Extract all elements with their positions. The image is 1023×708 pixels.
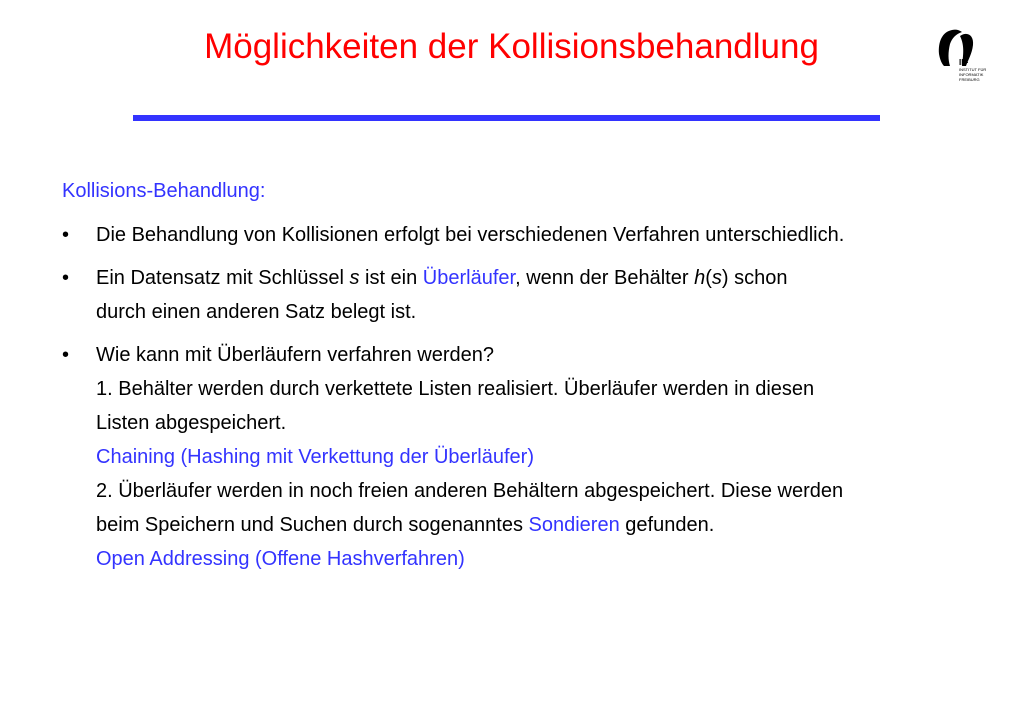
section-heading: Kollisions-Behandlung: <box>62 180 266 202</box>
slide-body <box>62 174 1002 585</box>
slide-title: Möglichkeiten der Kollisionsbehandlung <box>204 27 819 66</box>
option-2-text: gefunden. <box>619 514 715 536</box>
logo-abbrev: IIF <box>959 58 969 67</box>
variable-s: s <box>349 267 360 289</box>
bullet-2-line-1 <box>96 261 1002 295</box>
variable-s: s <box>711 267 722 289</box>
bullet-item-2 <box>62 261 1002 329</box>
option-1-line-1: 1. Behälter werden durch verkettete Listen realisiert. Überläufer werden in diesen <box>96 378 815 400</box>
bullet-2-line-2: durch einen anderen Satz belegt ist. <box>96 301 417 323</box>
bullet-2-text: ist ein <box>359 267 423 289</box>
term-sondieren: Sondieren <box>528 514 620 536</box>
bullet-symbol: • <box>62 344 70 366</box>
option-1-line-2: Listen abgespeichert. <box>96 412 287 434</box>
bullet-item-1 <box>62 218 1002 252</box>
title-underline <box>133 115 880 121</box>
paren-open: ( <box>705 267 712 289</box>
bullet-symbol: • <box>62 224 70 246</box>
bullet-2-text: ) schon <box>721 267 788 289</box>
logo-graphic <box>936 28 996 90</box>
term-ueberlaeufer: Überläufer <box>422 267 516 289</box>
logo-line-2: INSTITUT FÜR <box>959 67 987 72</box>
logo-line-3: INFORMATIK <box>959 72 984 77</box>
bullet-2-text: Ein Datensatz mit Schlüssel <box>96 267 350 289</box>
option-1-term: Chaining (Hashing mit Verkettung der Überläufer) <box>96 446 534 468</box>
variable-h: h <box>694 267 706 289</box>
option-2-text: beim Speichern und Suchen durch sogenanntes <box>96 514 529 536</box>
logo-line-4: FREIBURG <box>959 77 980 82</box>
option-2-term: Open Addressing (Offene Hashverfahren) <box>96 548 465 570</box>
bullet-2-text: , wenn der Behälter <box>515 267 695 289</box>
bullet-1-text: Die Behandlung von Kollisionen erfolgt bei verschiedenen Verfahren unterschiedlich. <box>96 224 845 246</box>
bullet-item-3 <box>62 338 1002 576</box>
option-2-line-1: 2. Überläufer werden in noch freien anderen Behältern abgespeichert. Diese werden <box>96 480 844 502</box>
option-2-line-2 <box>96 508 1002 542</box>
bullet-3-question: Wie kann mit Überläufern verfahren werden? <box>96 344 494 366</box>
bullet-symbol: • <box>62 267 70 289</box>
iif-logo <box>936 28 996 90</box>
